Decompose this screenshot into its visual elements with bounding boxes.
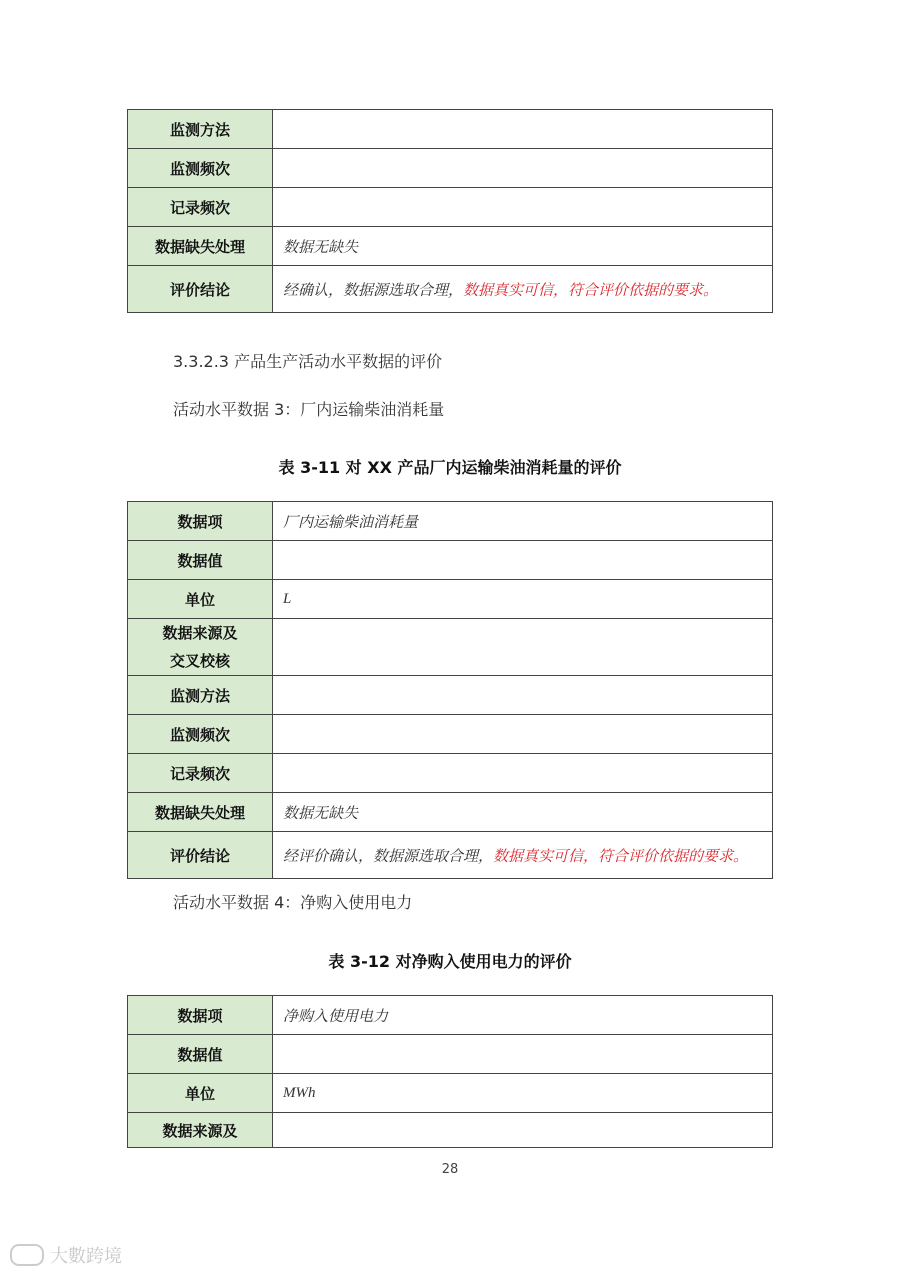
row-value: MWh — [273, 1074, 773, 1113]
evaluation-table-continued — [127, 109, 773, 313]
table-row — [128, 1074, 773, 1113]
row-label-line: 数据来源及 — [162, 624, 238, 642]
row-value — [273, 715, 773, 754]
table-caption: 表 3-12 对净购入使用电力的评价 — [328, 952, 572, 971]
row-value: 数据无缺失 — [273, 227, 773, 266]
section-heading: 3.3.2.3 产品生产活动水平数据的评价 — [173, 352, 443, 371]
table-row-conclusion — [128, 832, 773, 879]
row-label — [128, 619, 273, 676]
row-label: 数据缺失处理 — [128, 793, 273, 832]
row-label-line: 交叉校核 — [169, 652, 230, 670]
conclusion-highlight: 数据真实可信，符合评价依据的要求。 — [493, 846, 749, 865]
table-row — [128, 1113, 773, 1148]
row-value — [273, 1035, 773, 1074]
table-row — [128, 676, 773, 715]
conclusion-highlight: 数据真实可信，符合评价依据的要求。 — [463, 280, 719, 299]
row-label: 单位 — [128, 580, 273, 619]
row-label: 数据项 — [128, 996, 273, 1035]
table-row — [128, 188, 773, 227]
evaluation-table-3-12 — [127, 995, 773, 1148]
row-label: 评价结论 — [128, 266, 273, 313]
row-label: 数据项 — [128, 502, 273, 541]
row-label: 数据值 — [128, 541, 273, 580]
table-row — [128, 1035, 773, 1074]
row-label: 数据值 — [128, 1035, 273, 1074]
row-value — [273, 754, 773, 793]
table-row — [128, 619, 773, 676]
row-value — [273, 1113, 773, 1148]
table-caption: 表 3-11 对 XX 产品厂内运输柴油消耗量的评价 — [278, 458, 622, 477]
row-label: 监测方法 — [128, 110, 273, 149]
row-value — [273, 619, 773, 676]
row-value: 净购入使用电力 — [273, 996, 773, 1035]
watermark-logo-icon — [10, 1244, 44, 1266]
table-row — [128, 715, 773, 754]
table-row — [128, 149, 773, 188]
conclusion-text: 经确认，数据源选取合理， — [283, 280, 464, 299]
conclusion-value — [273, 832, 773, 879]
watermark-text: 大數跨境 — [50, 1246, 122, 1267]
table-row — [128, 996, 773, 1035]
row-value: 厂内运输柴油消耗量 — [273, 502, 773, 541]
table-row — [128, 110, 773, 149]
table-row — [128, 793, 773, 832]
table-row — [128, 502, 773, 541]
row-value — [273, 188, 773, 227]
table-row — [128, 754, 773, 793]
row-label: 数据缺失处理 — [128, 227, 273, 266]
row-value: L — [273, 580, 773, 619]
row-value — [273, 676, 773, 715]
row-label: 评价结论 — [128, 832, 273, 879]
conclusion-text: 经评价确认，数据源选取合理， — [283, 846, 494, 865]
evaluation-table-3-11 — [127, 501, 773, 879]
activity-data-4-label: 活动水平数据 4：净购入使用电力 — [173, 893, 413, 912]
row-label: 记录频次 — [128, 188, 273, 227]
conclusion-value — [273, 266, 773, 313]
table-row-conclusion — [128, 266, 773, 313]
row-label: 记录频次 — [128, 754, 273, 793]
row-value — [273, 110, 773, 149]
row-value — [273, 149, 773, 188]
table-row — [128, 580, 773, 619]
row-label: 监测频次 — [128, 149, 273, 188]
table-row — [128, 541, 773, 580]
row-value: 数据无缺失 — [273, 793, 773, 832]
activity-data-3-label: 活动水平数据 3：厂内运输柴油消耗量 — [173, 400, 445, 419]
watermark — [10, 1242, 122, 1268]
page-number: 28 — [441, 1162, 459, 1177]
row-label: 监测频次 — [128, 715, 273, 754]
row-value — [273, 541, 773, 580]
row-label: 单位 — [128, 1074, 273, 1113]
row-label: 数据来源及 — [128, 1113, 273, 1148]
table-row — [128, 227, 773, 266]
row-label: 监测方法 — [128, 676, 273, 715]
